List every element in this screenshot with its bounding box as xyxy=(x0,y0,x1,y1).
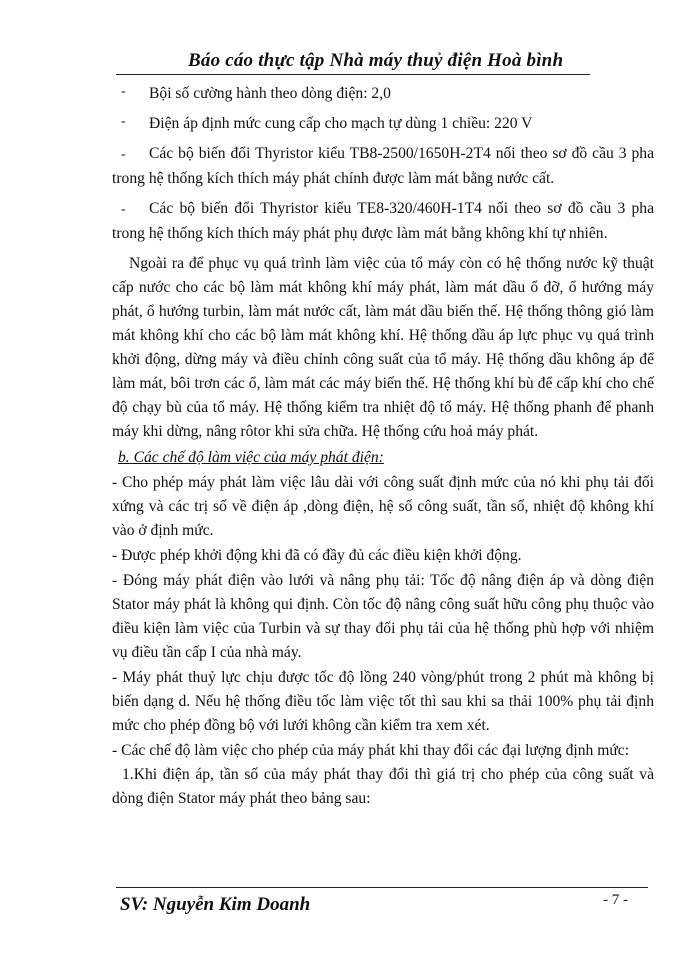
bullet-mark: - xyxy=(121,202,126,217)
bullet-text: Bội số cường hành theo dòng điện: 2,0 xyxy=(149,85,391,102)
dash-item: - Các chế độ làm việc cho phép của máy phát khi thay đổi các đại lượng định mức: xyxy=(112,742,630,759)
bullet-text: Các bộ biến đổi Thyristor kiểu TB8-2500/1650H-2T4 nối theo sơ đồ cầu 3 pha trong hệ thống kích thích máy phát chính được làm mát bằng nước cất. xyxy=(112,145,654,187)
dash-item: - Máy phát thuỷ lực chịu được tốc độ lồng 240 vòng/phút trong 2 phút mà không bị biến dạng d. Nếu hệ thống điều tốc làm việc tốt thì sau khi sa thải 100% phụ tải định mức cho phép đồng bộ với lưới không cần kiểm tra xem xét. xyxy=(112,669,654,734)
bullet-item xyxy=(112,112,654,136)
dash-item: - Đóng máy phát điện vào lưới và nâng phụ tải: Tốc độ nâng điện áp và dòng điện Stator máy phát là không qui định. Còn tốc độ nâng công suất hữu công phụ thuộc vào điều kiện làm việc của Turbin và sự thay đổi phụ tải của hệ thống phù hợp với nhiệm vụ điều tần cấp I của nhà máy. xyxy=(112,572,654,661)
dash-item: - Cho phép máy phát làm việc lâu dài với công suất định mức của nó khi phụ tải đối xứng và các trị số về điện áp ,dòng điện, hệ số công suất, tần số, nhiệt độ không khí vào ở định mức. xyxy=(112,474,654,539)
dash-item: - Được phép khởi động khi đã có đầy đủ các điều kiện khởi động. xyxy=(112,547,522,564)
bullet-mark: - xyxy=(121,114,126,129)
bullet-item xyxy=(112,142,654,191)
bullet-mark: - xyxy=(121,84,126,99)
page-number: - 7 - xyxy=(603,892,628,908)
page-body xyxy=(112,82,654,811)
bullet-mark: - xyxy=(121,147,126,162)
footer-author: SV: Nguyễn Kim Doanh xyxy=(120,894,311,915)
section-heading: b. Các chế độ làm việc của máy phát điện: xyxy=(118,449,384,466)
header-divider xyxy=(116,74,590,75)
bullet-text: Điện áp định mức cung cấp cho mạch tự dùng 1 chiều: 220 V xyxy=(149,115,533,132)
numbered-item: 1.Khi điện áp, tần số của máy phát thay đổi thì giá trị cho phép của công suất và dòng điện Stator máy phát theo bảng sau: xyxy=(112,766,654,807)
bullet-item xyxy=(112,197,654,246)
footer-divider xyxy=(116,887,648,888)
bullet-text: Các bộ biến đổi Thyristor kiểu TE8-320/460H-1T4 nối theo sơ đồ cầu 3 pha trong hệ thống kích thích máy phát phụ được làm mát bằng không khí tự nhiên. xyxy=(112,200,654,242)
body-paragraph: Ngoài ra để phục vụ quá trình làm việc của tổ máy còn có hệ thống nước kỹ thuật cấp nước cho các bộ làm mát không khí máy phát, làm mát dầu ổ đỡ, ổ hướng máy phát, ổ hướng turbin, làm mát nước cất, làm mát dầu biến thế. Hệ thống thông gió làm mát không khí cho các bộ làm mát không khí. Hệ thống dầu áp lực phục vụ quá trình khởi động, dừng máy và điều chỉnh công suất của tổ máy. Hệ thống dầu không áp để làm mát, bôi trơn các ổ, làm mát các máy biến thế. Hệ thống khí bù để cấp khí cho chế độ chạy bù của tổ máy. Hệ thống kiểm tra nhiệt độ tổ máy. Hệ thống phanh để phanh máy khi dừng, nâng rôtor khi sửa chữa. Hệ thống cứu hoả máy phát. xyxy=(112,255,654,440)
bullet-item xyxy=(112,82,654,106)
page-header-title: Báo cáo thực tập Nhà máy thuỷ điện Hoà bình xyxy=(188,50,564,71)
